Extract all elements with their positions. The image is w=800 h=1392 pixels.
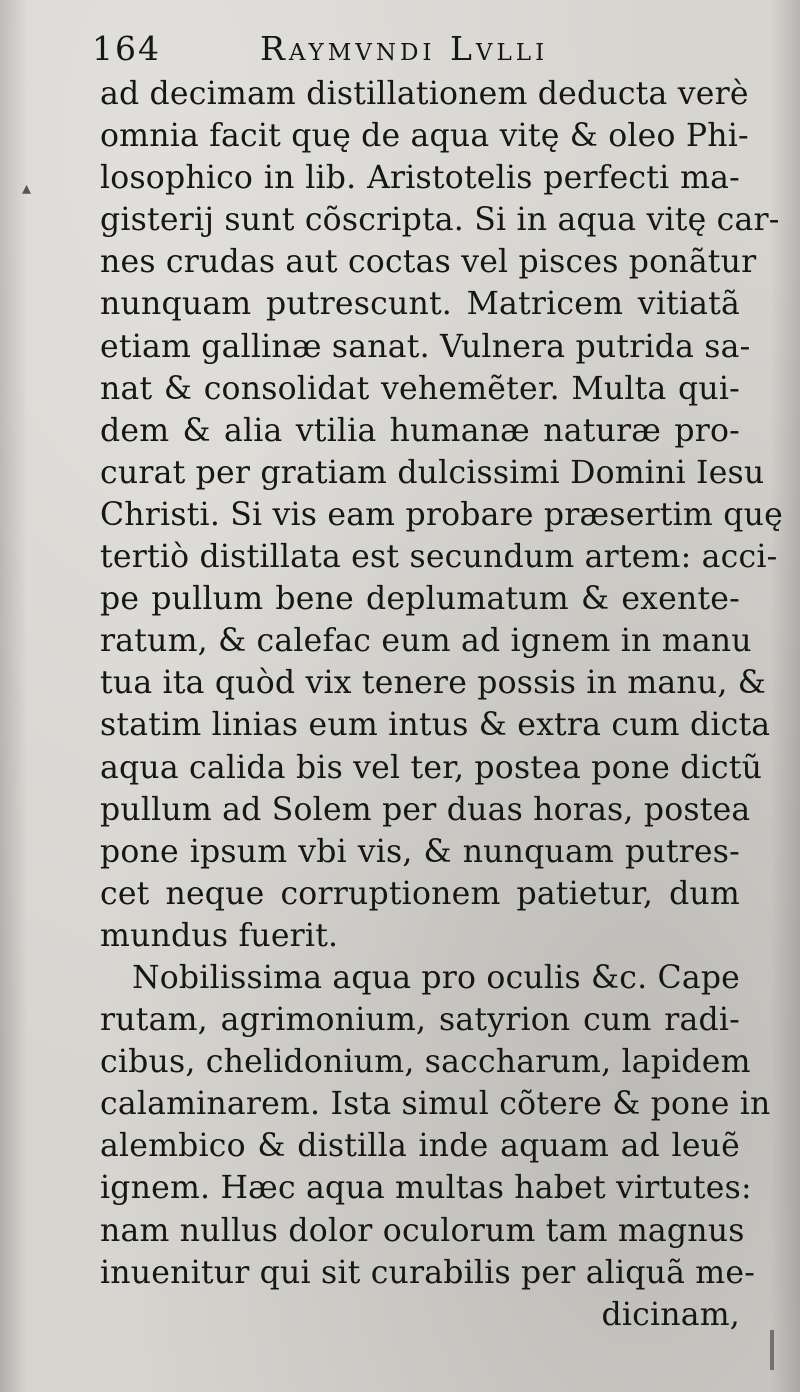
text-line: curat per gratiam dulcissimi Domini Iesu <box>100 454 765 491</box>
text-line: cibus, chelidonium, saccharum, lapidem <box>100 1044 751 1081</box>
text-line: pe pullum bene deplumatum & exente- <box>100 581 740 618</box>
text-line: etiam gallinæ sanat. Vulnera putrida sa- <box>100 328 751 365</box>
text-line: nat & consolidat vehemẽter. Multa qui- <box>100 370 740 407</box>
page-number: 164 <box>92 29 161 68</box>
text-line: Christi. Si vis eam probare præsertim quę <box>100 496 783 533</box>
text-line: inuenitur qui sit curabilis per aliquã me- <box>100 1254 756 1291</box>
text-line: nam nullus dolor oculorum tam magnus <box>100 1212 745 1249</box>
text-block <box>100 73 783 1336</box>
margin-mark: ▴ <box>22 178 32 199</box>
text-line: rutam, agrimonium, satyrion cum radi- <box>100 1002 740 1039</box>
running-head: Raymvndi Lvlli <box>260 29 549 68</box>
text-line: tua ita quòd vix tenere possis in manu, & <box>100 665 767 702</box>
text-line: pullum ad Solem per duas horas, postea <box>100 791 751 828</box>
text-line: tertiò distillata est secundum artem: acci- <box>100 539 778 576</box>
text-line: losophico in lib. Aristotelis perfecti ma- <box>100 160 740 197</box>
page-header <box>92 24 612 74</box>
text-line: statim linias eum intus & extra cum dicta <box>100 707 771 744</box>
text-line: gisterij sunt cõscripta. Si in aqua vitę car- <box>100 202 780 239</box>
text-line: calaminarem. Ista simul cõtere & pone in <box>100 1086 771 1123</box>
text-line: dem & alia vtilia humanæ naturæ pro- <box>100 412 740 449</box>
text-line: cet neque corruptionem patietur, dum <box>100 875 740 912</box>
text-line: omnia facit quę de aqua vitę & oleo Phi- <box>100 118 749 155</box>
text-line: nes crudas aut coctas vel pisces ponãtur <box>100 244 757 281</box>
text-line: pone ipsum vbi vis, & nunquam putres- <box>100 833 740 870</box>
paragraph-start-line: Nobilissima aqua pro oculis &c. Cape <box>132 959 741 996</box>
paragraph-end-line: mundus fuerit. <box>100 917 339 954</box>
page-edge-mark <box>770 1330 774 1370</box>
text-line: ad decimam distillationem deducta verè <box>100 76 749 112</box>
text-line: alembico & distilla inde aquam ad leuẽ <box>100 1128 740 1165</box>
text-line: nunquam putrescunt. Matricem vitiatã <box>100 286 740 323</box>
catchword-line: dicinam, <box>601 1296 740 1333</box>
text-line: ratum, & calefac eum ad ignem in manu <box>100 623 752 660</box>
text-line: aqua calida bis vel ter, postea pone dictũ <box>100 749 763 786</box>
text-line: ignem. Hæc aqua multas habet virtutes: <box>100 1170 752 1207</box>
